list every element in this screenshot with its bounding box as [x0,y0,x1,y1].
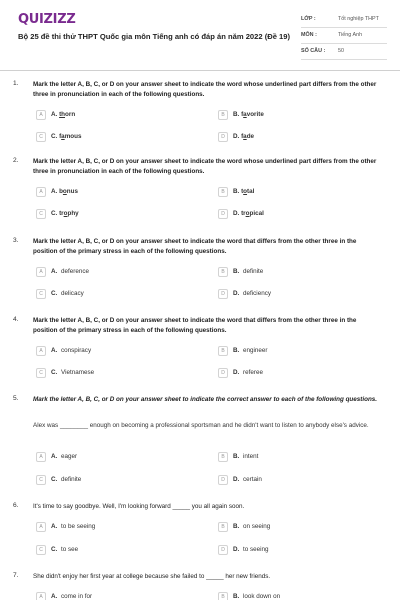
option-label: D. [233,290,240,297]
option-label: C. [51,290,58,297]
option-b[interactable] [218,521,373,533]
option-c[interactable] [36,367,191,379]
option-d[interactable] [218,367,373,379]
option-label: A. [51,593,58,600]
header-divider [0,70,400,71]
option-text: certain [243,476,262,483]
question-text: It's time to say goodbye. Well, I'm looking forward _____ you all again soon. [33,503,245,510]
option-c[interactable] [36,544,191,556]
question-number: 3. [13,237,19,244]
option-label: D. [233,546,240,553]
underlined-part: o [243,188,248,195]
option-text: conspiracy [61,347,92,354]
option-letter-box: A [36,346,46,356]
option-label: C. [51,546,58,553]
underlined-part: a [243,133,247,140]
option-b[interactable] [218,345,373,357]
option-text: deference [61,268,90,275]
option-text: A. bonus [51,188,78,195]
option-label: D. [233,476,240,483]
option-d[interactable] [218,288,373,300]
option-a[interactable] [36,345,191,357]
question-number: 2. [13,157,19,164]
option-text: referee [243,369,263,376]
option-label: B. [233,453,240,460]
option-a[interactable] [36,186,191,198]
option-letter-box: A [36,110,46,120]
option-text: engineer [243,347,268,354]
question-text: Mark the letter A, B, C, or D on your answer sheet to indicate the correct answer to each of the following questions. [33,396,378,403]
option-letter-box: B [218,592,228,600]
option-text: D. fade [233,133,255,140]
option-letter-box: D [218,132,228,142]
option-letter-box: B [218,267,228,277]
option-text: to seeing [243,546,269,553]
meta-key: LỚP : [301,16,316,22]
option-label: C. [51,476,58,483]
option-b[interactable] [218,451,373,463]
option-letter-box: A [36,267,46,277]
option-text: definite [61,476,82,483]
meta-value: Tốt nghiệp THPT [338,16,379,22]
question-text: Mark the letter A, B, C, or D on your answer sheet to indicate the word that differs from the other three in the position of the primary stress in each of the following questions. [33,238,357,255]
option-text: Vietnamese [61,369,95,376]
option-text: come in for [61,593,93,600]
option-label: B. [233,523,240,530]
option-text: eager [61,453,78,460]
option-a[interactable] [36,266,191,278]
option-label: A. [51,268,58,275]
question-number: 7. [13,572,19,579]
option-letter-box: C [36,289,46,299]
underlined-part: o [63,210,68,217]
option-c[interactable] [36,208,191,220]
option-c[interactable] [36,474,191,486]
option-d[interactable] [218,544,373,556]
option-text: on seeing [243,523,271,530]
option-letter-box: C [36,545,46,555]
option-text: to be seeing [61,523,96,530]
underlined-part: o [62,188,67,195]
option-text: C. famous [51,133,82,140]
option-text: delicacy [61,290,84,297]
question-text: Mark the letter A, B, C, or D on your answer sheet to indicate the word whose underlined part differs from the other three in pronunciation in each of the following questions. [33,158,377,175]
option-text: B. favorite [233,111,264,118]
option-label: B. [233,268,240,275]
underlined-part: a [61,133,65,140]
meta-row-subject [301,28,387,44]
worksheet-title: Bộ 25 đề thi thử THPT Quốc gia môn Tiếng anh có đáp án năm 2022 (Đề 19) [18,32,291,41]
option-text: D. tropical [233,210,264,217]
option-letter-box: B [218,187,228,197]
meta-row-class [301,12,387,28]
option-d[interactable] [218,131,373,143]
option-letter-box: D [218,368,228,378]
meta-value: Tiếng Anh [338,32,363,38]
option-label: A. [51,347,58,354]
question-text: Mark the letter A, B, C, or D on your answer sheet to indicate the word whose underlined part differs from the other three in pronunciation in each of the following questions. [33,81,377,98]
option-a[interactable] [36,109,191,121]
option-text: C. trophy [51,210,79,217]
option-text: B. total [233,188,255,195]
underlined-part: th [59,111,66,118]
meta-key: MÔN : [301,32,317,38]
option-label: A. [51,453,58,460]
option-c[interactable] [36,288,191,300]
option-b[interactable] [218,591,373,600]
option-text: A. thorn [51,111,76,118]
question-text: Mark the letter A, B, C, or D on your answer sheet to indicate the word that differs from the other three in the position of the primary stress in each of the following questions. [33,317,357,334]
worksheet-meta [301,12,387,60]
option-label: D. [233,369,240,376]
question-number: 6. [13,502,19,509]
option-letter-box: B [218,522,228,532]
option-d[interactable] [218,474,373,486]
underlined-part: o [245,210,250,217]
question-number: 4. [13,316,19,323]
option-text: intent [243,453,259,460]
meta-value: 50 [338,48,344,54]
question-text: She didn't enjoy her first year at college because she failed to _____ her new friends. [33,573,271,580]
option-letter-box: B [218,452,228,462]
option-text: look down on [243,593,281,600]
option-letter-box: B [218,110,228,120]
underlined-part: a [243,111,247,118]
option-label: A. [51,523,58,530]
option-b[interactable] [218,109,373,121]
option-letter-box: D [218,475,228,485]
option-letter-box: A [36,592,46,600]
option-letter-box: C [36,475,46,485]
option-label: B. [233,347,240,354]
worksheet-header [0,0,400,66]
option-letter-box: D [218,209,228,219]
option-a[interactable] [36,451,191,463]
option-text: definite [243,268,264,275]
option-letter-box: C [36,132,46,142]
option-letter-box: A [36,452,46,462]
option-b[interactable] [218,266,373,278]
option-c[interactable] [36,131,191,143]
option-a[interactable] [36,521,191,533]
option-letter-box: A [36,522,46,532]
option-text: to see [61,546,79,553]
option-d[interactable] [218,208,373,220]
quizizz-logo: QUIZIZZ [18,12,76,27]
option-a[interactable] [36,591,191,600]
question-stem: Alex was ________ enough on becoming a professional sportsman and he didn't want to listen to anybody else's advice. [33,422,369,429]
option-letter-box: A [36,187,46,197]
question-number: 5. [13,395,19,402]
option-b[interactable] [218,186,373,198]
meta-row-question-count [301,44,387,60]
option-label: C. [51,369,58,376]
option-text: deficiency [243,290,272,297]
meta-key: SỐ CÂU : [301,48,326,54]
option-label: B. [233,593,240,600]
option-letter-box: C [36,209,46,219]
option-letter-box: D [218,289,228,299]
option-letter-box: D [218,545,228,555]
option-letter-box: C [36,368,46,378]
option-letter-box: B [218,346,228,356]
question-number: 1. [13,80,19,87]
